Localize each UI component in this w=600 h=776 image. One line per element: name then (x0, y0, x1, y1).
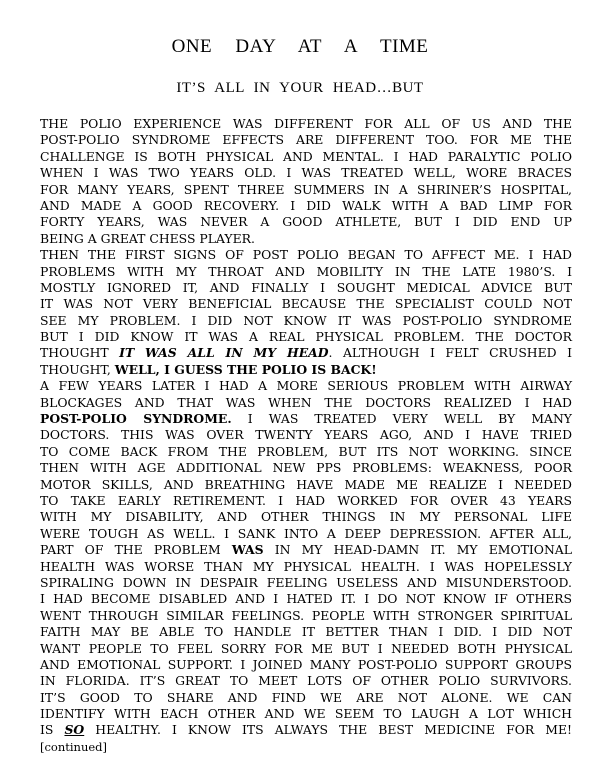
text-line: AND MADE A GOOD RECOVERY. I DID WALK WITH A BAD LIMP FOR (40, 197, 572, 213)
text-line-mixed (40, 362, 572, 378)
continued-note: [continued] (40, 739, 108, 754)
text-line: THE POLIO EXPERIENCE WAS DIFFERENT FOR ALL OF US AND THE (40, 116, 572, 131)
text-line: FAITH MAY BE ABLE TO HANDLE IT BETTER THAN I DID. I DID NOT (40, 624, 572, 640)
text-line: CHALLENGE IS BOTH PHYSICAL AND MENTAL. I HAD PARALYTIC POLIO (40, 148, 572, 164)
text-line: IT WAS NOT VERY BENEFICIAL BECAUSE THE SPECIALIST COULD NOT (40, 296, 572, 312)
text-fragment: PART OF THE PROBLEM (40, 542, 221, 558)
emphasis-was: WAS (231, 542, 264, 558)
text-line: SPIRALING DOWN IN DESPAIR FEELING USELESS AND MISUNDERSTOOD. (40, 574, 572, 590)
text-line: BEING A GREAT CHESS PLAYER. (40, 230, 255, 246)
text-line: A FEW YEARS LATER I HAD A MORE SERIOUS PROBLEM WITH AIRWAY (40, 378, 572, 394)
text-line: MOTOR SKILLS, AND BREATHING HAVE MADE ME REALIZE I NEEDED (40, 476, 572, 492)
text-line: AND EMOTIONAL SUPPORT. I JOINED MANY POST-POLIO SUPPORT GROUPS (40, 656, 572, 672)
page-subtitle: IT’S ALL IN YOUR HEAD…BUT (176, 80, 424, 96)
article-body (40, 116, 572, 755)
text-fragment: IN MY HEAD-DAMN IT. MY EMOTIONAL (274, 542, 572, 558)
text-line: FOR MANY YEARS, SPENT THREE SUMMERS IN A SHRINER’S HOSPITAL, (40, 181, 572, 197)
text-line: THEN WITH AGE ADDITIONAL NEW PPS PROBLEMS: WEAKNESS, POOR (40, 460, 572, 476)
text-fragment: I WAS TREATED VERY WELL BY MANY (247, 411, 572, 427)
text-fragment: IS (40, 722, 54, 738)
text-line: MOSTLY IGNORED IT, AND FINALLY I SOUGHT MEDICAL ADVICE BUT (40, 279, 572, 295)
text-line: BUT I DID KNOW IT WAS A REAL PHYSICAL PROBLEM. THE DOCTOR (40, 329, 572, 345)
text-line: IDENTIFY WITH EACH OTHER AND WE SEEM TO LAUGH A LOT WHICH (40, 706, 572, 722)
text-line: WITH MY DISABILITY, AND OTHER THINGS IN MY PERSONAL LIFE (40, 509, 572, 525)
text-line-mixed (40, 722, 572, 738)
text-line: BLOCKAGES AND THAT WAS WHEN THE DOCTORS REALIZED I HAD (40, 394, 572, 410)
text-line: SEE MY PROBLEM. I DID NOT KNOW IT WAS POST-POLIO SYNDROME (40, 312, 572, 328)
text-line: POST-POLIO SYNDROME EFFECTS ARE DIFFERENT TOO. FOR ME THE (40, 132, 572, 148)
text-line: THEN THE FIRST SIGNS OF POST POLIO BEGAN TO AFFECT ME. I HAD (40, 247, 572, 263)
page-title: ONE DAY AT A TIME (171, 36, 429, 57)
text-line: PROBLEMS WITH MY THROAT AND MOBILITY IN THE LATE 1980’S. I (40, 263, 572, 279)
text-line: TO COME BACK FROM THE PROBLEM, BUT ITS NOT WORKING. SINCE (40, 443, 572, 459)
text-line: WHEN I WAS TWO YEARS OLD. I WAS TREATED WELL, WORE BRACES (40, 165, 572, 181)
text-line: I HAD BECOME DISABLED AND I HATED IT. I DO NOT KNOW IF OTHERS (40, 591, 572, 607)
emphasis-post-polio-syndrome: POST-POLIO SYNDROME. (40, 411, 232, 427)
text-line-mixed (40, 411, 572, 427)
emphasis-in-my-head: IT WAS ALL IN MY HEAD (119, 345, 329, 361)
text-line: FORTY YEARS, WAS NEVER A GOOD ATHLETE, BUT I DID END UP (40, 214, 572, 230)
text-line-mixed (40, 345, 572, 361)
text-line: DOCTORS. THIS WAS OVER TWENTY YEARS AGO, AND I HAVE TRIED (40, 427, 572, 443)
text-fragment: THOUGHT, (40, 361, 111, 377)
text-fragment: . ALTHOUGH I FELT CRUSHED I (328, 345, 573, 361)
text-fragment: THOUGHT (40, 345, 109, 361)
text-fragment: HEALTHY. I KNOW ITS ALWAYS THE BEST MEDICINE FOR ME! (95, 722, 572, 738)
text-line: WENT THROUGH SIMILAR FEELINGS. PEOPLE WITH STRONGER SPIRITUAL (40, 607, 572, 623)
emphasis-polio-is-back: WELL, I GUESS THE POLIO IS BACK! (114, 361, 377, 377)
text-line: WANT PEOPLE TO FEEL SORRY FOR ME BUT I NEEDED BOTH PHYSICAL (40, 640, 572, 656)
emphasis-so: SO (64, 722, 85, 738)
text-line: WERE TOUGH AS WELL. I SANK INTO A DEEP DEPRESSION. AFTER ALL, (40, 525, 572, 541)
text-line-mixed (40, 542, 572, 558)
text-line: HEALTH WAS WORSE THAN MY PHYSICAL HEALTH. I WAS HOPELESSLY (40, 558, 572, 574)
text-line: IN FLORIDA. IT’S GREAT TO MEET LOTS OF OTHER POLIO SURVIVORS. (40, 673, 572, 689)
text-line: IT’S GOOD TO SHARE AND FIND WE ARE NOT ALONE. WE CAN (40, 689, 572, 705)
text-line: TO TAKE EARLY RETIREMENT. I HAD WORKED FOR OVER 43 YEARS (40, 492, 572, 508)
